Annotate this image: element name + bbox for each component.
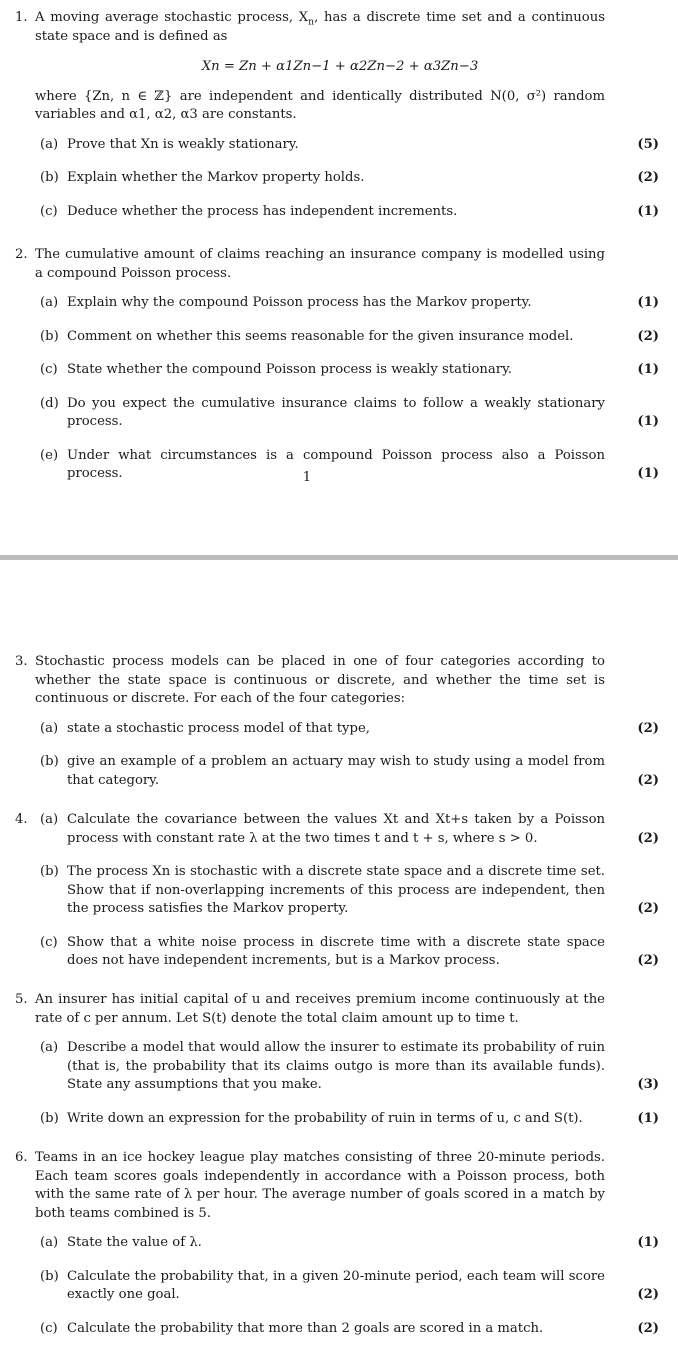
part-text: give an example of a problem an actuary may wish to study using a model from that category. [67, 754, 605, 788]
question-1 [15, 9, 665, 221]
part-label: (a) [40, 720, 59, 736]
part-label: (a) [40, 136, 59, 152]
part-a [15, 811, 665, 848]
part-text: Calculate the probability that, in a given 20-minute period, each team will score exactly one goal. [67, 1268, 605, 1302]
marks: (1) [637, 1110, 659, 1126]
part-c [15, 1320, 665, 1339]
part-label: (c) [40, 1320, 58, 1336]
part-text: Write down an expression for the probability of ruin in terms of u, c and S(t). [67, 1110, 583, 1126]
part-label: (a) [40, 812, 59, 827]
part-label: (a) [40, 295, 59, 310]
part-a [15, 1234, 665, 1253]
part-text: Do you expect the cumulative insurance claims to follow a weakly stationary process. [67, 395, 605, 429]
part-b [15, 328, 665, 347]
marks: (2) [637, 1320, 659, 1336]
part-d [15, 395, 665, 432]
question-where: where {Zn, n ∈ ℤ} are independent and identically distributed N(0, σ²) random variables and α1, α2, α3 are constants. [35, 88, 605, 122]
question-number: 5. [15, 992, 28, 1007]
marks: (2) [637, 1287, 659, 1302]
marks: (2) [637, 720, 659, 736]
question-number: 2. [15, 247, 28, 262]
part-label: (c) [40, 362, 58, 377]
part-a [15, 1039, 665, 1095]
question-4 [15, 811, 665, 971]
part-b [15, 863, 665, 919]
part-text: The process Xn is stochastic with a discrete state space and a discrete time set. Show that if non-overlapping increments of this process are independent, then the process satisfies the Markov property. [67, 864, 605, 916]
part-label: (c) [40, 934, 58, 950]
part-text: Calculate the covariance between the values Xt and Xt+s taken by a Poisson process with constant rate λ at the two times t and t + s, where s > 0. [67, 812, 605, 846]
part-label: (a) [40, 1040, 59, 1055]
marks: (2) [637, 328, 659, 344]
marks: (3) [637, 1077, 659, 1092]
part-text: State the value of λ. [67, 1235, 202, 1250]
marks: (2) [637, 953, 659, 968]
part-c [15, 934, 665, 971]
part-text: Explain why the compound Poisson process has the Markov property. [67, 295, 532, 310]
question-6 [15, 1149, 665, 1338]
part-text: Describe a model that would allow the insurer to estimate its probability of ruin (that is, the probability that its claims outgo is more than its available funds). State any assumptions that you make. [67, 1040, 605, 1092]
part-text: State whether the compound Poisson process is weakly stationary. [67, 362, 512, 377]
marks: (1) [637, 1235, 659, 1250]
part-label: (a) [40, 1235, 59, 1250]
part-label: (e) [40, 447, 59, 463]
page-1 [0, 0, 678, 556]
intro-rest: , has a discrete time set and a continuous state space and is defined as [35, 10, 605, 44]
part-c [15, 203, 665, 222]
marks: (1) [637, 466, 659, 481]
equation: Xn = Zn + α1Zn−1 + α2Zn−2 + α3Zn−3 [201, 59, 479, 74]
part-a [15, 294, 665, 313]
question-number: 1. [15, 10, 28, 25]
part-label: (b) [40, 328, 59, 344]
question-intro: Stochastic process models can be placed in one of four categories according to whether the state space is continuous or discrete, and whether the time set is continuous or discrete. For each of the four categories: [35, 654, 605, 706]
part-label: (b) [40, 1268, 59, 1284]
question-2 [15, 246, 665, 484]
marks: (2) [637, 901, 659, 916]
part-text: state a stochastic process model of that type, [67, 720, 370, 736]
intro-text: A moving average stochastic process, X [35, 10, 309, 25]
part-text: Comment on whether this seems reasonable for the given insurance model. [67, 328, 574, 344]
question-intro [35, 9, 605, 46]
part-text: Calculate the probability that more than 2 goals are scored in a match. [67, 1320, 544, 1336]
marks: (1) [637, 414, 659, 429]
part-text: Show that a white noise process in discrete time with a discrete state space does not have independent increments, but is a Markov process. [67, 934, 605, 968]
question-5 [15, 991, 665, 1128]
intro-sub: n [308, 16, 315, 28]
page-2 [0, 560, 678, 1362]
question-number: 4. [15, 812, 28, 827]
marks: (2) [637, 772, 659, 788]
part-text: Deduce whether the process has independent increments. [67, 203, 458, 219]
part-a [15, 136, 665, 155]
question-intro: Teams in an ice hockey league play matches consisting of three 20-minute periods. Each team scores goals independently in accordance with a Poisson process, both with the same rate of λ per hour. The average number of goals scored in a match by both teams combined is 5. [35, 1150, 605, 1221]
page-number: 1 [302, 470, 312, 485]
marks: (1) [637, 295, 659, 310]
part-label: (b) [40, 754, 59, 769]
part-b [15, 169, 665, 188]
marks: (1) [637, 362, 659, 377]
part-label: (b) [40, 864, 59, 879]
question-number: 3. [15, 654, 28, 669]
question-number: 6. [15, 1150, 28, 1165]
part-a [15, 720, 665, 739]
marks: (5) [637, 136, 659, 152]
part-label: (c) [40, 203, 58, 219]
marks: (2) [637, 170, 659, 185]
part-c [15, 361, 665, 380]
part-label: (b) [40, 1110, 59, 1126]
question-3 [15, 653, 665, 790]
part-b [15, 1110, 665, 1129]
part-text: Explain whether the Markov property holds. [67, 170, 365, 185]
part-label: (d) [40, 395, 59, 411]
part-b [15, 753, 665, 790]
part-text: Under what circumstances is a compound Poisson process also a Poisson process. [67, 447, 605, 481]
question-intro: The cumulative amount of claims reaching an insurance company is modelled using a compound Poisson process. [35, 247, 605, 281]
question-intro: An insurer has initial capital of u and receives premium income continuously at the rate of c per annum. Let S(t) denote the total claim amount up to time t. [35, 992, 605, 1026]
part-text: Prove that Xn is weakly stationary. [67, 136, 299, 152]
marks: (1) [637, 203, 659, 219]
marks: (2) [637, 830, 659, 846]
part-label: (b) [40, 170, 59, 185]
part-b [15, 1268, 665, 1305]
